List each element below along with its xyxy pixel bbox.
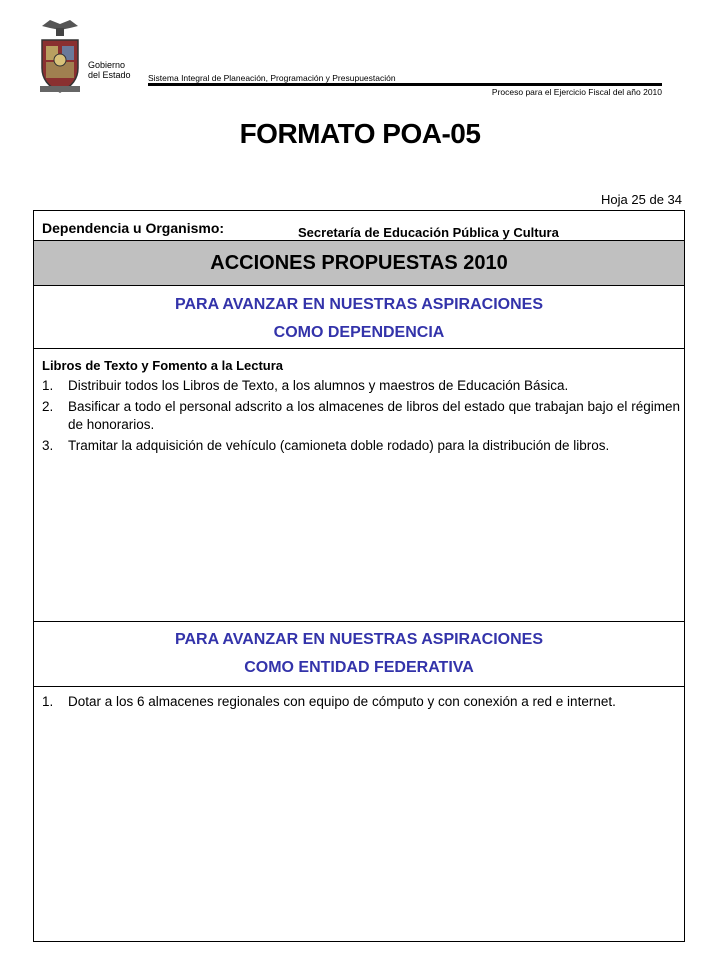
gobierno-del-estado-label [88, 60, 131, 80]
section1-heading-line2: COMO DEPENDENCIA [273, 324, 445, 341]
dependencia-row [34, 211, 684, 241]
acciones-title: ACCIONES PROPUESTAS 2010 [34, 241, 684, 286]
gobierno-line2: del Estado [88, 70, 131, 80]
list-item-text: Distribuir todos los Libros de Texto, a los alumnos y maestros de Educación Básica. [68, 378, 569, 393]
list-item-number: 3. [42, 438, 54, 453]
section1-heading-line1: PARA AVANZAR EN NUESTRAS ASPIRACIONES [174, 296, 544, 313]
sistema-label: Sistema Integral de Planeación, Programación y Presupuestación [148, 73, 396, 83]
gobierno-line1: Gobierno [88, 60, 126, 70]
section2-heading-line1: PARA AVANZAR EN NUESTRAS ASPIRACIONES [174, 631, 544, 648]
header-rule [148, 83, 662, 86]
dependencia-value: Secretaría de Educación Pública y Cultura [298, 225, 559, 240]
list-item [42, 377, 680, 395]
list-item [42, 693, 680, 711]
proceso-label: Proceso para el Ejercicio Fiscal del año 2010 [491, 87, 662, 97]
list-item-text: Basificar a todo el personal adscrito a los almacenes de libros del estado que trabajan bajo el régimen de honorarios. [68, 399, 680, 432]
section2-heading [34, 621, 684, 687]
list-item-text: Dotar a los 6 almacenes regionales con equipo de cómputo y con conexión a red e internet. [68, 694, 616, 709]
list-item [42, 398, 680, 434]
section1-heading [34, 287, 684, 349]
section1-content [42, 357, 680, 458]
list-item-text: Tramitar la adquisición de vehículo (camioneta doble rodado) para la distribución de libros. [68, 438, 610, 453]
dependencia-label: Dependencia u Organismo: [42, 220, 225, 236]
form-box [33, 210, 685, 942]
section1-subheading: Libros de Texto y Fomento a la Lectura [42, 358, 284, 373]
page-number: Hoja 25 de 34 [601, 192, 682, 207]
list-item-number: 2. [42, 399, 54, 414]
section2-content [42, 693, 680, 714]
list-item [42, 437, 680, 455]
list-item-number: 1. [42, 378, 54, 393]
section2-heading-line2: COMO ENTIDAD FEDERATIVA [244, 659, 474, 676]
page-title: FORMATO POA-05 [239, 118, 481, 149]
list-item-number: 1. [42, 694, 54, 709]
state-coat-of-arms-logo [36, 18, 84, 96]
